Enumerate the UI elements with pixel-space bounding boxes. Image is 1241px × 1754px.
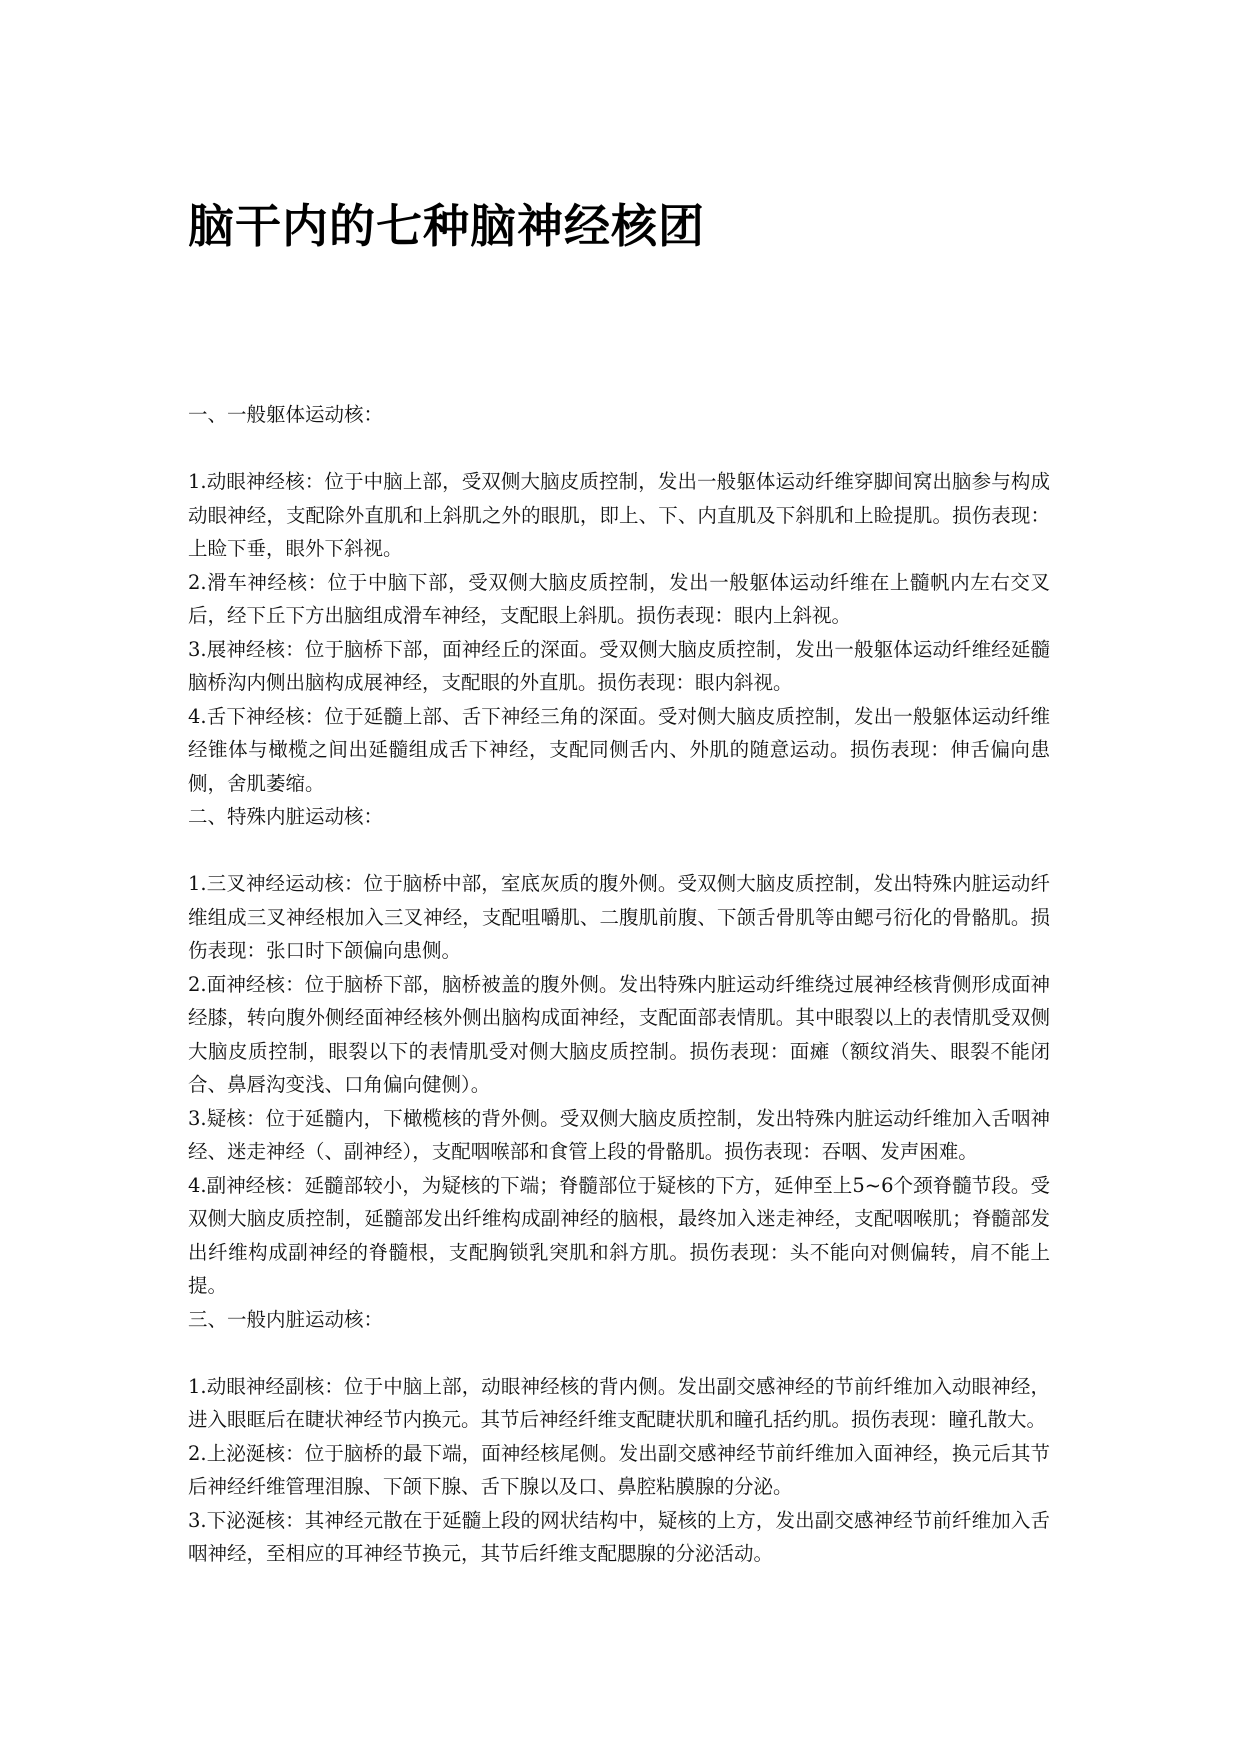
section-heading: 三、一般内脏运动核： [188, 1307, 384, 1331]
paragraph: 4.舌下神经核：位于延髓上部、舌下神经三角的深面。受对侧大脑皮质控制，发出一般躯体运动纤维经锥体与橄榄之间出延髓组成舌下神经，支配同侧舌内、外肌的随意运动。损伤表现：伸舌偏向患侧，舍肌萎缩。 [188, 704, 1050, 795]
paragraph: 3.展神经核：位于脑桥下部，面神经丘的深面。受双侧大脑皮质控制，发出一般躯体运动纤维经延髓脑桥沟内侧出脑构成展神经，支配眼的外直肌。损伤表现：眼内斜视。 [188, 637, 1050, 694]
section-heading: 一、一般躯体运动核： [188, 403, 384, 426]
paragraph: 1.动眼神经核：位于中脑上部，受双侧大脑皮质控制，发出一般躯体运动纤维穿脚间窝出脑参与构成动眼神经，支配除外直肌和上斜肌之外的眼肌，即上、下、内直肌及下斜肌和上睑提肌。损伤表现：上睑下垂，眼外下斜视。 [188, 470, 1050, 560]
paragraph: 3.下泌涎核：其神经元散在于延髓上段的网状结构中，疑核的上方，发出副交感神经节前纤维加入舌咽神经，至相应的耳神经节换元，其节后纤维支配腮腺的分泌活动。 [188, 1508, 1050, 1565]
paragraph: 1.动眼神经副核：位于中脑上部，动眼神经核的背内侧。发出副交感神经的节前纤维加入动眼神经，进入眼眶后在睫状神经节内换元。其节后神经纤维支配睫状肌和瞳孔括约肌。损伤表现：瞳孔散大。 [188, 1374, 1050, 1431]
paragraph: 2.面神经核：位于脑桥下部，脑桥被盖的腹外侧。发出特殊内脏运动纤维绕过展神经核背侧形成面神经膝，转向腹外侧经面神经核外侧出脑构成面神经，支配面部表情肌。其中眼裂以上的表情肌受双侧大脑皮质控制，眼裂以下的表情肌受对侧大脑皮质控制。损伤表现：面瘫（额纹消失、眼裂不能闭合、鼻唇沟变浅、口角偏向健侧）。 [188, 972, 1050, 1096]
document-title: 脑干内的七种脑神经核团 [188, 199, 705, 253]
document-body [188, 398, 1050, 1571]
paragraph: 2.上泌涎核：位于脑桥的最下端，面神经核尾侧。发出副交感神经节前纤维加入面神经，换元后其节后神经纤维管理泪腺、下颌下腺、舌下腺以及口、鼻腔粘膜腺的分泌。 [188, 1441, 1050, 1498]
paragraph: 3.疑核：位于延髓内，下橄榄核的背外侧。受双侧大脑皮质控制，发出特殊内脏运动纤维加入舌咽神经、迷走神经（、副神经），支配咽喉部和食管上段的骨骼肌。损伤表现：吞咽、发声困难。 [188, 1106, 1050, 1163]
paragraph: 4.副神经核：延髓部较小，为疑核的下端；脊髓部位于疑核的下方，延伸至上5~6个颈脊髓节段。受双侧大脑皮质控制，延髓部发出纤维构成副神经的脑根，最终加入迷走神经，支配咽喉肌；脊髓部发出纤维构成副神经的脊髓根，支配胸锁乳突肌和斜方肌。损伤表现：头不能向对侧偏转，肩不能上提。 [188, 1173, 1050, 1297]
section-heading: 二、特殊内脏运动核： [188, 805, 384, 828]
paragraph: 2.滑车神经核：位于中脑下部，受双侧大脑皮质控制，发出一般躯体运动纤维在上髓帆内左右交叉后，经下丘下方出脑组成滑车神经，支配眼上斜肌。损伤表现：眼内上斜视。 [188, 570, 1050, 627]
paragraph: 1.三叉神经运动核：位于脑桥中部，室底灰质的腹外侧。受双侧大脑皮质控制，发出特殊内脏运动纤维组成三叉神经根加入三叉神经，支配咀嚼肌、二腹肌前腹、下颌舌骨肌等由鳃弓衍化的骨骼肌。损伤表现：张口时下颌偏向患侧。 [188, 872, 1050, 962]
